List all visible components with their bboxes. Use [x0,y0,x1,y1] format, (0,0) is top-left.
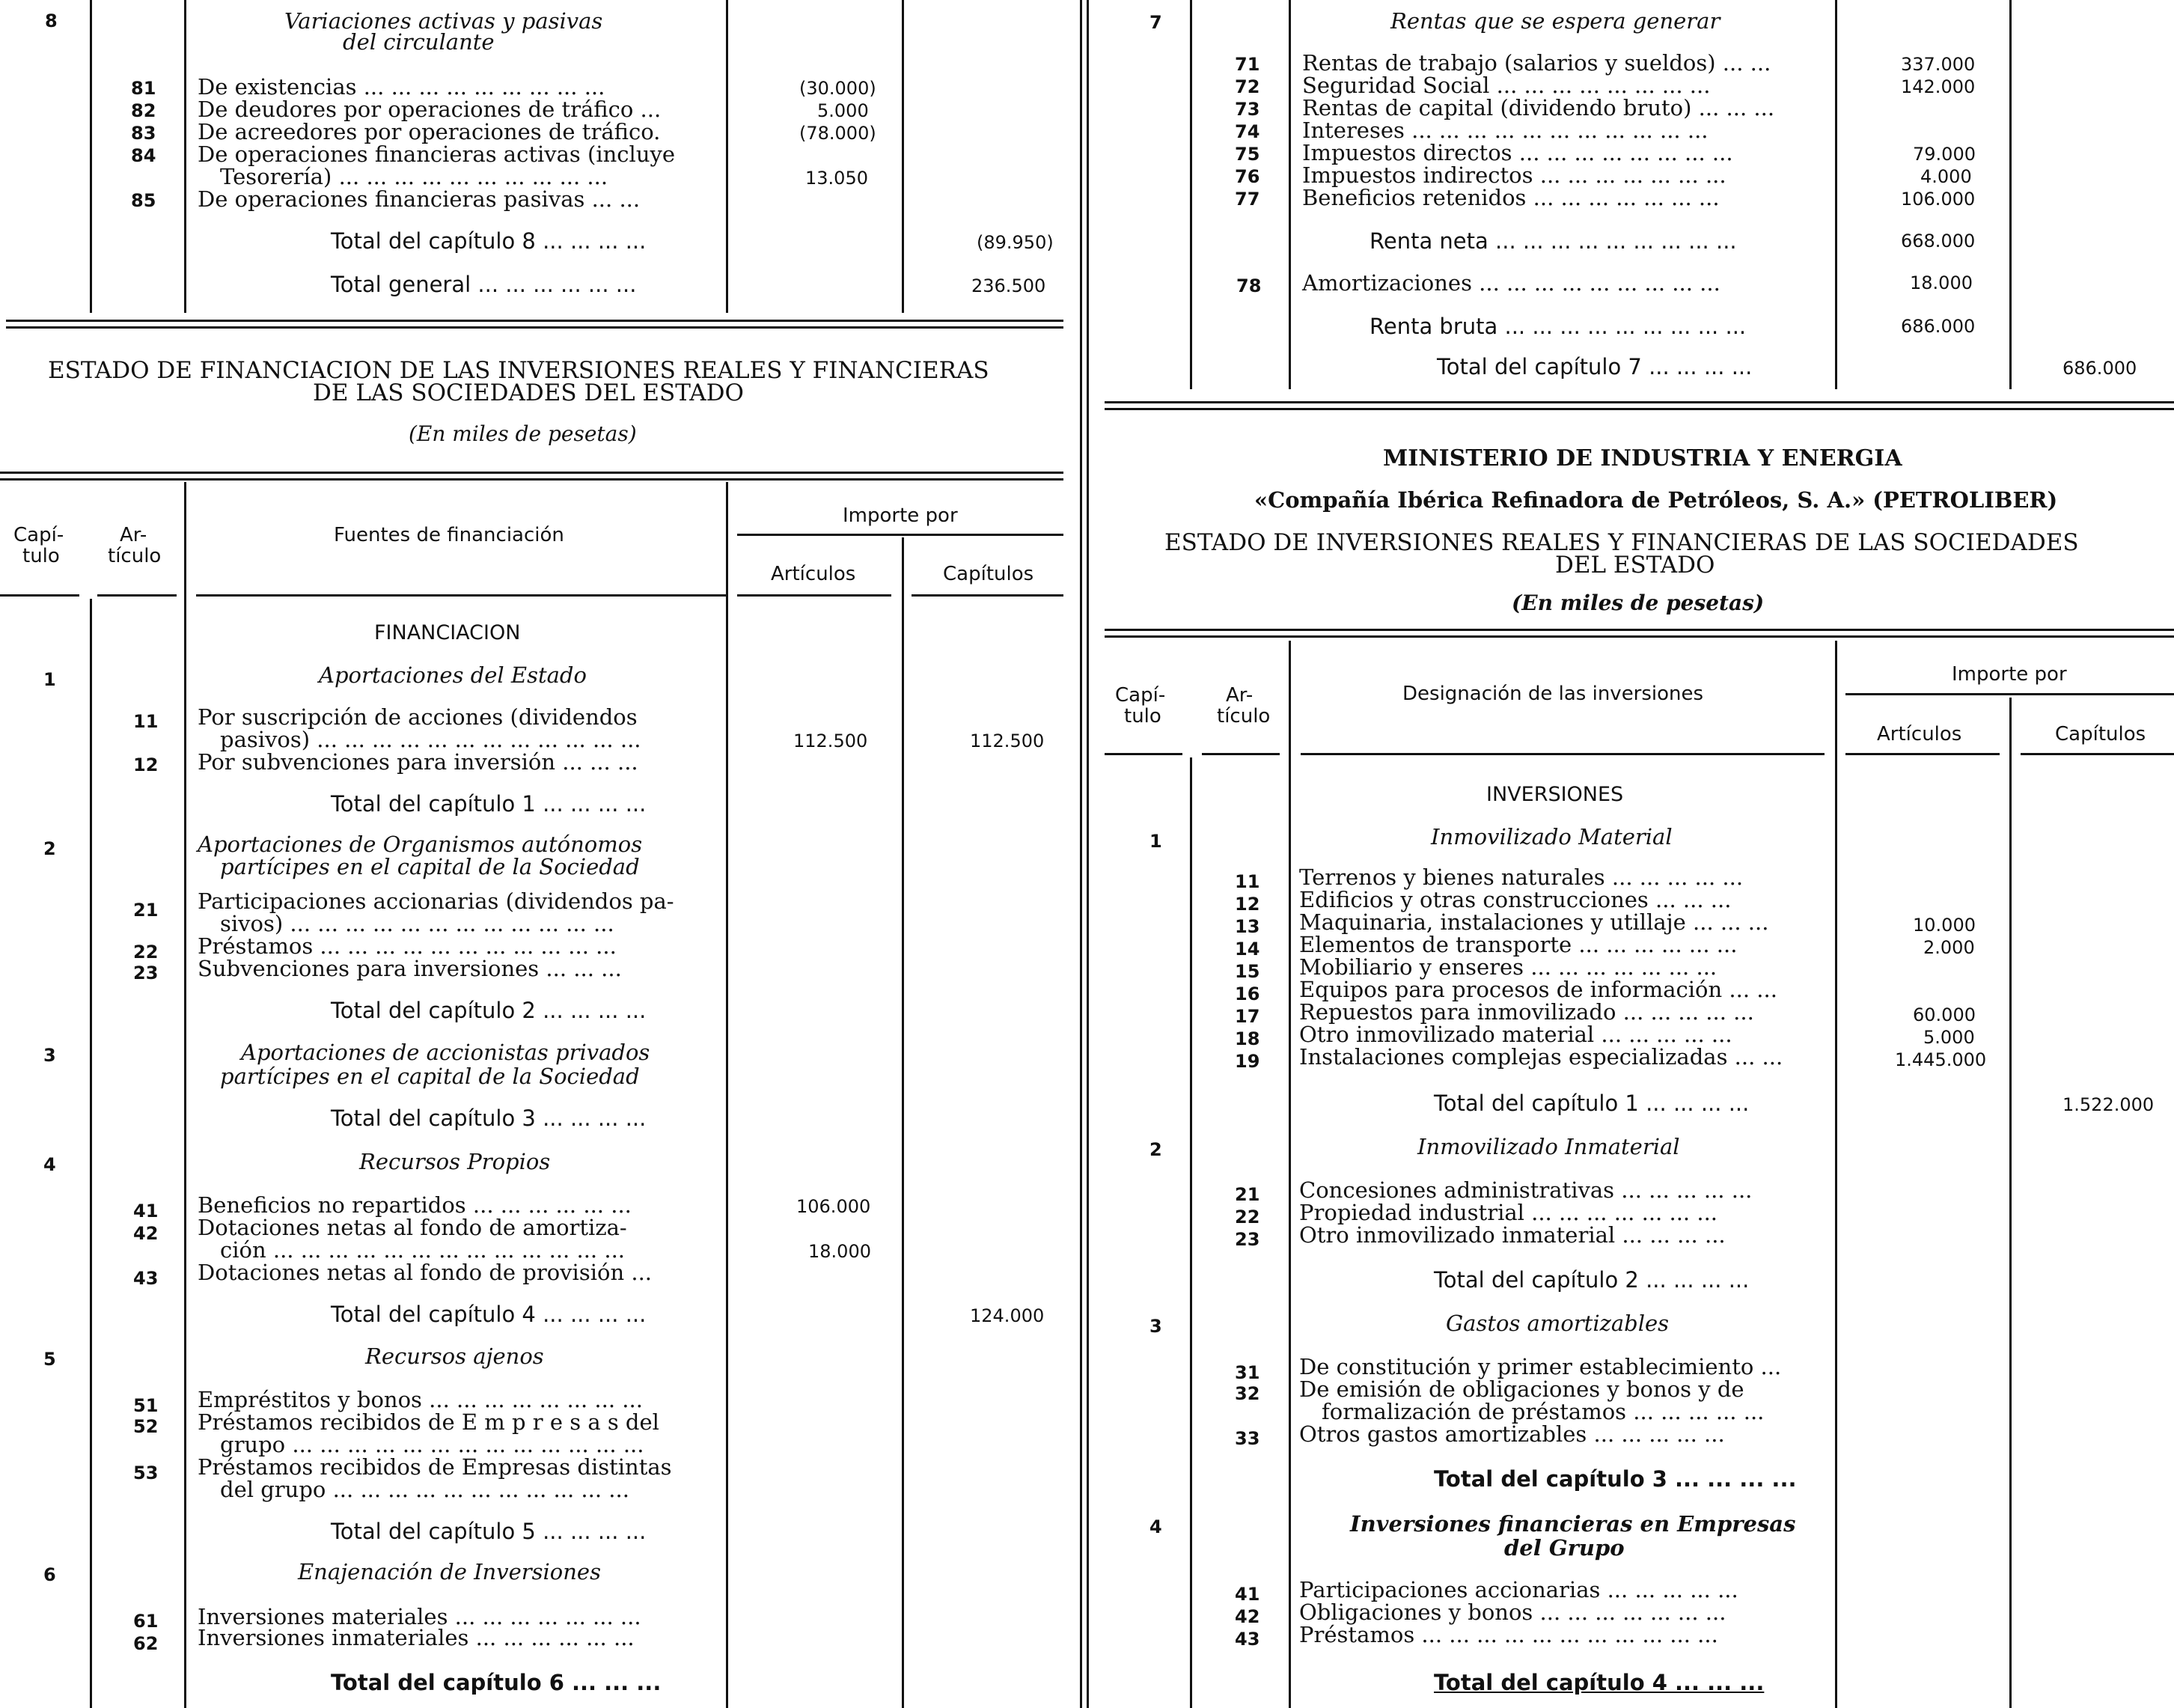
chapter-title: del Grupo [1504,1535,1625,1561]
rule [2009,698,2012,1708]
article-number: 31 [1235,1362,1260,1383]
chapter-title: Inmovilizado Inmaterial [1417,1134,1680,1159]
chapter-total: Total del capítulo 5 ... ... ... ... [331,1519,647,1544]
article-number: 11 [1235,871,1260,892]
row-value: (78.000) [799,123,876,144]
row-text: Intereses ... ... ... ... ... ... ... ... ... ... ... [1302,118,1709,143]
row-text: Préstamos recibidos de Empresas distintas [198,1454,672,1480]
rule [1190,0,1192,389]
rule [0,478,1063,481]
article-number: 15 [1235,961,1260,982]
rule [1190,757,1192,1708]
article-number: 77 [1235,189,1260,210]
article-number: 81 [131,78,156,99]
row-value: 4.000 [1920,166,1972,187]
company-name: «Compañía Ibérica Refinadora de Petróleos, S. A.» (PETROLIBER) [1254,487,2058,513]
column-header: tículo [1217,705,1271,728]
rule [1835,641,1837,1708]
rule [184,482,186,1708]
rule [90,0,92,313]
chapter-total: Total del capítulo 1 ... ... ... ... [1434,1091,1750,1116]
ministry-title: MINISTERIO DE INDUSTRIA Y ENERGIA [1383,445,1902,472]
rule [726,0,728,313]
article-number: 53 [133,1463,159,1483]
chapter-total: Total del capítulo 7 ... ... ... ... [1437,354,1753,379]
row-text: De existencias ... ... ... ... ... ... ... ... ... [198,74,605,100]
column-header: Importe por [1952,663,2067,686]
row-value: 106.000 [796,1196,871,1217]
row-text: Por subvenciones para inversión ... ... ... [198,749,638,775]
rule [196,594,726,597]
row-value: 10.000 [1913,915,1976,936]
chapter-total: Total del capítulo 4 ... ... ... [1434,1670,1765,1695]
article-number: 41 [133,1201,159,1221]
chapter-title: partícipes en el capital de la Sociedad [220,854,640,879]
row-value: 79.000 [1913,144,1976,165]
row-text: Otros gastos amortizables ... ... ... ... ... [1299,1421,1725,1447]
article-number: 82 [131,100,156,121]
rule [90,599,92,1708]
row-text: Tesorería) ... ... ... ... ... ... ... ... ... ... [220,164,608,189]
chapter-total: Total del capítulo 2 ... ... ... ... [331,998,647,1023]
rule [737,534,1063,536]
chapter-title: partícipes en el capital de la Sociedad [220,1064,640,1089]
row-text: Inversiones inmateriales ... ... ... ... ... ... [198,1625,635,1650]
chapter-number: 1 [1149,831,1162,852]
section-title: FINANCIACION [374,621,521,644]
row-text: Repuestos para inmovilizado ... ... ... ... ... [1299,999,1754,1025]
chapter-number: 1 [43,669,56,690]
row-text: Empréstitos y bonos ... ... ... ... ... ... ... ... [198,1387,643,1412]
chapter-title: Recursos ajenos [365,1343,544,1369]
chapter-title: Inmovilizado Material [1431,824,1673,850]
chapter-number: 4 [1149,1516,1162,1537]
row-text: Préstamos recibidos de E m p r e s a s del [198,1409,659,1435]
column-header: Artículos [771,563,856,585]
chapter-title: Aportaciones del Estado [319,662,587,688]
row-text: De deudores por operaciones de tráfico ... [198,97,662,122]
chapter-title: del circulante [343,29,495,55]
column-header: tículo [108,545,162,567]
article-number: 41 [1235,1584,1260,1605]
chapter-number: 5 [43,1349,56,1370]
row-value: 112.500 [793,731,868,751]
row-text: Rentas de trabajo (salarios y sueldos) ... ... [1302,50,1771,76]
article-number: 12 [133,754,159,775]
chapter-total-value: 686.000 [2062,358,2137,379]
article-number: 22 [133,942,159,963]
subtotal-value: 686.000 [1901,316,1976,337]
grand-total: Total general ... ... ... ... ... ... [331,272,637,297]
rule [0,472,1063,474]
article-number: 85 [131,190,156,211]
page-title: ESTADO DE FINANCIACION DE LAS INVERSIONES REALES Y FINANCIERAS [48,357,989,384]
chapter-number: 3 [1149,1316,1162,1337]
rule [1289,0,1291,389]
row-text: pasivos) ... ... ... ... ... ... ... ... ... ... ... ... [220,727,641,752]
chapter-total: Total del capítulo 6 ... ... ... [331,1670,662,1695]
article-number: 18 [1235,1028,1260,1049]
rule [1289,641,1291,1708]
chapter-number: 3 [43,1045,56,1066]
chapter-title: Variaciones activas y pasivas [284,8,603,34]
article-number: 42 [133,1223,159,1244]
row-text: grupo ... ... ... ... ... ... ... ... ... ... ... ... ... [220,1432,644,1457]
row-text: Participaciones accionarias (dividendos pa- [198,888,674,914]
chapter-title: Rentas que se espera generar [1390,8,1720,34]
row-text: Mobiliario y enseres ... ... ... ... ... ... ... [1299,954,1717,980]
row-value: 18.000 [808,1241,871,1262]
chapter-title: Enajenación de Inversiones [298,1559,601,1585]
article-number: 23 [133,963,159,983]
row-text: Amortizaciones ... ... ... ... ... ... ... ... ... [1302,270,1720,296]
row-text: Por suscripción de acciones (dividendos [198,704,638,730]
double-rule [1105,408,2174,410]
article-number: 61 [133,1611,159,1632]
row-value: 5.000 [817,100,869,121]
article-number: 21 [1235,1184,1260,1205]
row-text: ción ... ... ... ... ... ... ... ... ... ... ... ... ... [220,1237,626,1263]
row-text: Propiedad industrial ... ... ... ... ... ... ... [1299,1200,1718,1225]
double-rule [1105,401,2174,403]
chapter-total: Total del capítulo 2 ... ... ... ... [1434,1267,1750,1293]
row-text: Edificios y otras construcciones ... ... ... [1299,887,1732,912]
article-number: 23 [1235,1229,1260,1250]
chapter-title: Aportaciones de accionistas privados [241,1040,650,1065]
chapter-total-value: 124.000 [970,1305,1045,1326]
row-text: Terrenos y bienes naturales ... ... ... ... ... [1299,864,1744,890]
row-text: Préstamos ... ... ... ... ... ... ... ... ... ... ... [1299,1622,1718,1647]
row-text: del grupo ... ... ... ... ... ... ... ... ... ... ... [220,1477,629,1502]
chapter-total: Total del capítulo 8 ... ... ... ... [331,228,647,254]
page-title: DEL ESTADO [1555,552,1715,579]
chapter-number: 2 [43,838,56,859]
column-header: Capítulos [2055,723,2146,745]
column-header: tulo [1124,705,1161,728]
chapter-total-value: (89.950) [977,232,1054,253]
column-header: Capítulos [943,563,1034,585]
rule [0,594,79,597]
rule [2021,753,2174,755]
row-text: De operaciones financieras pasivas ... ... [198,186,641,212]
row-text: Impuestos directos ... ... ... ... ... ... ... ... [1302,140,1733,165]
subtotal-label: Renta bruta ... ... ... ... ... ... ... ... ... [1370,314,1747,339]
row-value: 112.500 [970,731,1045,751]
row-value: 60.000 [1913,1004,1976,1025]
article-number: 22 [1235,1207,1260,1227]
row-text: Préstamos ... ... ... ... ... ... ... ... ... ... ... [198,933,617,959]
page-title: DE LAS SOCIEDADES DEL ESTADO [313,379,744,406]
row-value: (30.000) [799,78,876,99]
article-number: 76 [1235,166,1260,187]
chapter-total-value: 1.522.000 [2062,1094,2155,1115]
subtotal-value: 668.000 [1901,231,1976,251]
chapter-title: Inversiones financieras en Empresas [1350,1511,1796,1537]
row-text: Equipos para procesos de información ... ... [1299,977,1777,1002]
article-number: 19 [1235,1051,1260,1072]
row-text: Subvenciones para inversiones ... ... ... [198,956,622,981]
rule [97,594,177,597]
row-text: De constitución y primer establecimiento ... [1299,1354,1782,1379]
rule [2009,0,2012,389]
row-text: Seguridad Social ... ... ... ... ... ... ... ... [1302,73,1711,98]
section-title: INVERSIONES [1486,783,1624,806]
rule [1202,753,1280,755]
chapter-total: Total del capítulo 4 ... ... ... ... [331,1302,647,1327]
row-text: formalización de préstamos ... ... ... ... ... [1322,1399,1765,1424]
article-number: 33 [1235,1428,1260,1449]
row-text: Rentas de capital (dividendo bruto) ... ... ... [1302,95,1775,121]
rule [1845,693,2174,695]
rule [902,537,904,1708]
row-value: 1.445.000 [1895,1049,1987,1070]
chapter-total: Total del capítulo 1 ... ... ... ... [331,791,647,817]
article-number: 42 [1235,1606,1260,1627]
row-text: De emisión de obligaciones y bonos y de [1299,1376,1744,1402]
column-header: Ar- [1226,684,1254,707]
article-number: 21 [133,900,159,921]
column-header: Capí- [13,524,64,546]
rule [1835,0,1837,389]
page-title: ESTADO DE INVERSIONES REALES Y FINANCIERAS DE LAS SOCIEDADES [1164,529,2079,556]
chapter-number: 7 [1149,12,1162,33]
row-text: Impuestos indirectos ... ... ... ... ... ... ... [1302,162,1726,188]
article-number: 14 [1235,939,1260,960]
row-text: Participaciones accionarias ... ... ... ... ... [1299,1577,1738,1602]
row-text: Instalaciones complejas especializadas ... ... [1299,1044,1783,1070]
row-text: De operaciones financieras activas (incluye [198,141,676,167]
column-header: Designación de las inversiones [1402,683,1704,705]
article-number: 73 [1235,99,1260,120]
row-text: Dotaciones netas al fondo de provisión ... [198,1260,653,1285]
row-value: 2.000 [1923,937,1975,958]
article-number: 16 [1235,983,1260,1004]
article-number: 84 [131,145,156,166]
article-number: 43 [1235,1629,1260,1650]
column-divider [1080,0,1082,1708]
row-text: Inversiones materiales ... ... ... ... ... ... ... [198,1604,641,1629]
article-number: 12 [1235,894,1260,915]
rule [737,594,891,597]
rule [1105,629,2174,631]
column-header: Ar- [120,524,147,546]
column-header: Fuentes de financiación [334,524,564,546]
row-value: 18.000 [1910,272,1973,293]
rule [902,0,904,313]
row-value: 106.000 [1901,189,1976,210]
chapter-number: 8 [45,10,58,31]
rule [1105,635,2174,638]
subtotal-label: Renta neta ... ... ... ... ... ... ... ... ... [1370,228,1737,254]
chapter-title: Gastos amortizables [1446,1311,1670,1336]
row-text: Maquinaria, instalaciones y utillaje ... ... ... [1299,909,1769,935]
chapter-title: Aportaciones de Organismos autónomos [198,832,643,857]
row-text: sivos) ... ... ... ... ... ... ... ... ... ... ... ... [220,911,614,936]
row-text: De acreedores por operaciones de tráfico. [198,119,661,144]
row-text: Beneficios retenidos ... ... ... ... ... ... ... [1302,185,1720,210]
article-number: 52 [133,1416,159,1437]
column-header: Artículos [1877,723,1962,745]
article-number: 51 [133,1395,159,1416]
column-header: Importe por [843,504,958,527]
article-number: 43 [133,1268,159,1289]
article-number: 75 [1235,144,1260,165]
article-number: 11 [133,711,159,732]
chapter-total: Total del capítulo 3 ... ... ... ... [331,1105,647,1131]
article-number: 72 [1235,76,1260,97]
rule [1301,753,1825,755]
row-value: 142.000 [1901,76,1976,97]
row-value: 5.000 [1923,1027,1975,1048]
column-divider [1087,0,1089,1708]
units-note: (En miles de pesetas) [1512,591,1765,615]
rule [912,594,1063,597]
article-number: 74 [1235,121,1260,142]
row-text: Obligaciones y bonos ... ... ... ... ... ... ... [1299,1599,1726,1625]
article-number: 83 [131,123,156,144]
row-text: Beneficios no repartidos ... ... ... ... ... ... [198,1192,632,1218]
row-value: 13.050 [805,168,868,189]
article-number: 32 [1235,1383,1260,1404]
row-text: Concesiones administrativas ... ... ... ... ... [1299,1177,1753,1203]
double-rule [6,326,1063,329]
chapter-title: Recursos Propios [359,1149,551,1174]
chapter-number: 2 [1149,1139,1162,1160]
rule [726,482,728,1708]
rule [1845,753,2000,755]
rule [184,0,186,313]
row-text: Otro inmovilizado material ... ... ... ... ... [1299,1022,1732,1047]
chapter-number: 4 [43,1154,56,1175]
units-note: (En miles de pesetas) [409,421,637,446]
article-number: 78 [1236,275,1262,296]
article-number: 13 [1235,916,1260,937]
article-number: 17 [1235,1006,1260,1027]
article-number: 62 [133,1633,159,1654]
rule [1105,753,1182,755]
row-text: Dotaciones netas al fondo de amortiza- [198,1215,627,1240]
row-value: 337.000 [1901,54,1976,75]
grand-total-value: 236.500 [971,275,1046,296]
column-header: tulo [22,545,60,567]
row-text: Otro inmovilizado inmaterial ... ... ... ... [1299,1222,1726,1248]
chapter-total: Total del capítulo 3 ... ... ... ... [1434,1466,1797,1492]
article-number: 71 [1235,54,1260,75]
column-header: Capí- [1115,684,1166,707]
row-text: Elementos de transporte ... ... ... ... ... ... [1299,932,1738,957]
chapter-number: 6 [43,1564,56,1585]
double-rule [6,320,1063,322]
